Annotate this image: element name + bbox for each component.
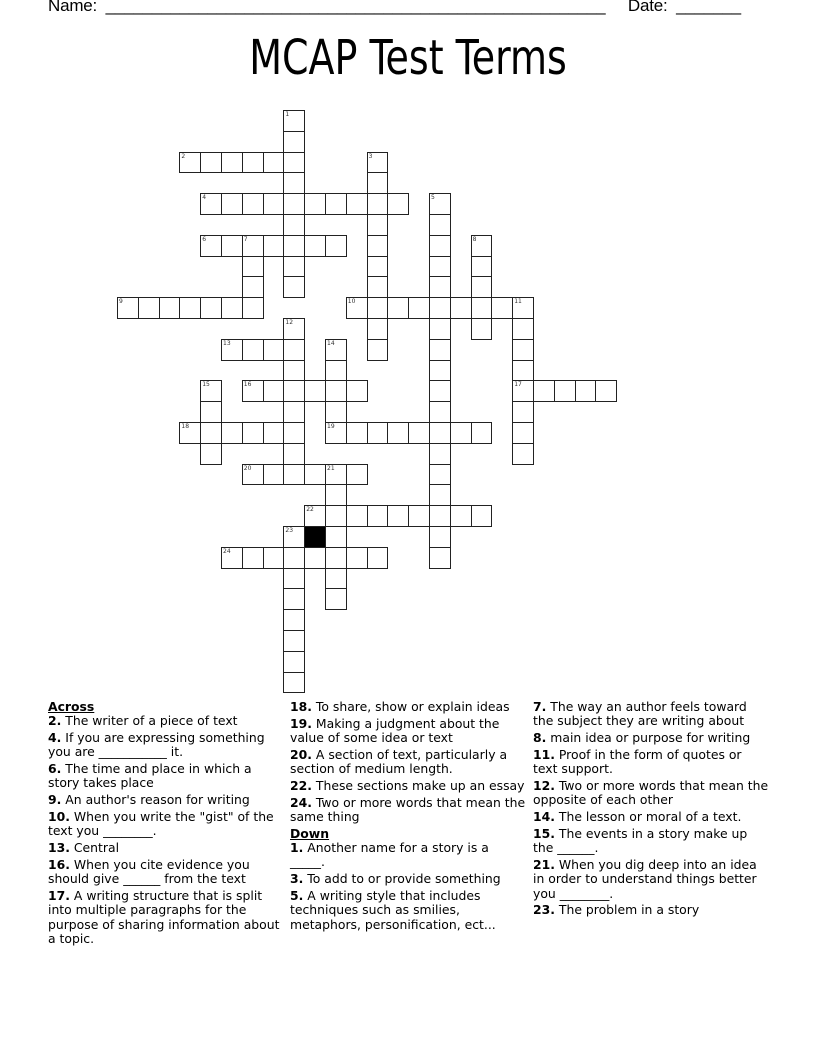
grid-cell[interactable] <box>471 422 493 444</box>
grid-cell[interactable] <box>200 152 222 174</box>
grid-cell[interactable] <box>387 505 409 527</box>
grid-cell[interactable] <box>429 214 451 236</box>
grid-cell[interactable] <box>179 297 201 319</box>
grid-cell[interactable] <box>471 235 493 257</box>
grid-cell[interactable] <box>367 422 389 444</box>
grid-cell[interactable] <box>283 630 305 652</box>
clue-across-22: 22. These sections make up an essay <box>290 777 525 793</box>
clue-down-3: 3. To add to or provide something <box>290 871 501 887</box>
grid-cell[interactable] <box>367 172 389 194</box>
grid-cell[interactable] <box>429 360 451 382</box>
grid-cell[interactable] <box>304 235 326 257</box>
clue-across-17: 17. A writing structure that is split into multiple paragraphs for the purpose of sharing information about a topic. <box>48 888 280 946</box>
clue-across-9: 9. An author's reason for writing <box>48 792 250 808</box>
grid-cell[interactable] <box>325 526 347 548</box>
clue-number: 2 <box>181 152 186 160</box>
grid-cell[interactable] <box>429 339 451 361</box>
grid-cell[interactable] <box>346 505 368 527</box>
grid-cell[interactable] <box>200 401 222 423</box>
clue-number: 12 <box>285 319 294 326</box>
grid-cell[interactable] <box>221 339 243 361</box>
grid-cell[interactable] <box>429 505 451 527</box>
grid-cell[interactable] <box>221 297 243 319</box>
grid-cell[interactable] <box>429 484 451 506</box>
grid-cell[interactable] <box>242 339 264 361</box>
grid-cell[interactable] <box>325 193 347 215</box>
grid-cell[interactable] <box>263 235 285 257</box>
grid-cell[interactable] <box>429 297 451 319</box>
grid-cell[interactable] <box>283 235 305 257</box>
clue-number: 17 <box>514 381 522 389</box>
clue-down-21: 21. When you dig deep into an idea in order to understand things better you ________. <box>533 856 757 901</box>
grid-cell[interactable] <box>346 380 368 402</box>
clue-number: 8 <box>472 235 477 243</box>
grid-cell[interactable] <box>283 110 305 132</box>
grid-cell[interactable] <box>179 422 201 444</box>
grid-cell[interactable] <box>512 380 534 402</box>
grid-cell[interactable] <box>429 256 451 278</box>
across-heading: Across <box>48 699 95 714</box>
down-heading: Down <box>290 825 330 841</box>
grid-cell[interactable] <box>283 526 305 548</box>
grid-cell[interactable] <box>471 276 493 298</box>
grid-cell[interactable] <box>200 443 222 465</box>
grid-cell[interactable] <box>200 380 222 402</box>
clue-number: 16 <box>243 381 252 389</box>
date-label: Date: <box>627 0 668 15</box>
grid-cell[interactable] <box>450 505 472 527</box>
grid-cell[interactable] <box>429 547 451 569</box>
grid-cell[interactable] <box>283 443 305 465</box>
grid-cell[interactable] <box>283 318 305 340</box>
grid-cell[interactable] <box>221 193 243 215</box>
grid-cell[interactable] <box>263 464 285 486</box>
grid-cell[interactable] <box>512 443 534 465</box>
clue-number: 7 <box>243 235 248 243</box>
grid-cell[interactable] <box>283 401 305 423</box>
grid-cell[interactable] <box>263 547 285 569</box>
grid-cell[interactable] <box>263 152 285 174</box>
grid-cell[interactable] <box>263 380 285 402</box>
grid-cell[interactable] <box>283 651 305 673</box>
grid-cell[interactable] <box>221 547 243 569</box>
grid-cell[interactable] <box>283 172 305 194</box>
grid-cell[interactable] <box>575 380 597 402</box>
clues-column-1 <box>48 700 284 949</box>
grid-cell[interactable] <box>283 609 305 631</box>
grid-cell[interactable] <box>304 505 326 527</box>
grid-cell[interactable] <box>408 422 430 444</box>
clue-down-7: 7. The way an author feels toward the subject they are writing about <box>533 699 747 729</box>
grid-cell[interactable] <box>159 297 181 319</box>
grid-cell[interactable] <box>367 547 389 569</box>
grid-cell[interactable] <box>367 235 389 257</box>
grid-cell[interactable] <box>512 297 534 319</box>
clue-number: 18 <box>181 423 190 430</box>
grid-cell[interactable] <box>242 256 264 278</box>
page-title: MCAP Test Terms <box>249 30 567 86</box>
grid-cell[interactable] <box>367 152 389 174</box>
grid-cell[interactable] <box>471 318 493 340</box>
clue-down-14: 14. The lesson or moral of a text. <box>533 809 742 825</box>
clues-column-2 <box>290 700 526 934</box>
grid-cell[interactable] <box>325 484 347 506</box>
grid-cell[interactable] <box>429 443 451 465</box>
grid-cell[interactable] <box>283 214 305 236</box>
black-cell <box>304 526 326 548</box>
clue-number: 20 <box>243 464 252 472</box>
grid-cell[interactable] <box>242 380 264 402</box>
grid-cell[interactable] <box>242 276 264 298</box>
grid-cell[interactable] <box>450 422 472 444</box>
grid-cell[interactable] <box>512 360 534 382</box>
grid-cell[interactable] <box>346 547 368 569</box>
grid-cell[interactable] <box>283 339 305 361</box>
grid-cell[interactable] <box>325 360 347 382</box>
grid-cell[interactable] <box>429 380 451 402</box>
grid-cell[interactable] <box>117 297 139 319</box>
grid-cell[interactable] <box>263 422 285 444</box>
clue-across-6: 6. The time and place in which a story takes place <box>48 761 252 791</box>
grid-cell[interactable] <box>554 380 576 402</box>
grid-cell[interactable] <box>346 422 368 444</box>
grid-cell[interactable] <box>325 464 347 486</box>
name-label: Name: <box>48 0 98 15</box>
grid-cell[interactable] <box>138 297 160 319</box>
grid-cell[interactable] <box>221 235 243 257</box>
grid-cell[interactable] <box>346 297 368 319</box>
grid-cell[interactable] <box>471 505 493 527</box>
grid-cell[interactable] <box>367 256 389 278</box>
grid-cell[interactable] <box>179 152 201 174</box>
grid-cell[interactable] <box>283 547 305 569</box>
grid-cell[interactable] <box>304 547 326 569</box>
grid-cell[interactable] <box>242 152 264 174</box>
clue-across-24: 24. Two or more words that mean the same thing <box>290 794 526 825</box>
grid-cell[interactable] <box>491 297 513 319</box>
clue-down-1: 1. Another name for a story is a _____. <box>290 840 489 870</box>
grid-cell[interactable] <box>283 256 305 278</box>
grid-cell[interactable] <box>221 422 243 444</box>
grid-cell[interactable] <box>325 380 347 402</box>
grid-cell[interactable] <box>367 505 389 527</box>
grid-cell[interactable] <box>533 380 555 402</box>
grid-cell[interactable] <box>429 422 451 444</box>
grid-cell[interactable] <box>595 380 617 402</box>
clue-number: 3 <box>368 152 373 160</box>
grid-cell[interactable] <box>429 276 451 298</box>
clue-across-4: 4. If you are expressing something you are ___________ it. <box>48 730 265 760</box>
clue-down-15: 15. The events in a story make up the ______. <box>533 825 748 856</box>
clue-number: 23 <box>285 527 294 534</box>
clue-down-11: 11. Proof in the form of quotes or text support. <box>533 746 742 777</box>
grid-cell[interactable] <box>387 422 409 444</box>
clue-across-18: 18. To share, show or explain ideas <box>290 699 510 714</box>
clue-across-19: 19. Making a judgment about the value of some idea or text <box>290 715 500 746</box>
clue-down-5: 5. A writing style that includes techniques such as smilies, metaphors, personification, ect... <box>290 888 496 932</box>
grid-cell[interactable] <box>283 380 305 402</box>
clues-column-3 <box>533 700 769 920</box>
grid-cell[interactable] <box>283 276 305 298</box>
grid-cell[interactable] <box>346 193 368 215</box>
clue-across-2: 2. The writer of a piece of text <box>48 713 238 729</box>
grid-cell[interactable] <box>367 318 389 340</box>
clue-number: 15 <box>202 381 210 389</box>
grid-cell[interactable] <box>367 276 389 298</box>
grid-cell[interactable] <box>283 568 305 590</box>
clue-across-16: 16. When you cite evidence you should give ______ from the text <box>48 856 250 887</box>
grid-cell[interactable] <box>263 193 285 215</box>
grid-cell[interactable] <box>367 339 389 361</box>
clue-number: 1 <box>285 111 290 118</box>
grid-cell[interactable] <box>242 464 264 486</box>
grid-cell[interactable] <box>221 152 243 174</box>
grid-cell[interactable] <box>200 297 222 319</box>
grid-cell[interactable] <box>200 193 222 215</box>
grid-cell[interactable] <box>304 380 326 402</box>
grid-cell[interactable] <box>304 193 326 215</box>
grid-cell[interactable] <box>512 318 534 340</box>
grid-cell[interactable] <box>325 422 347 444</box>
grid-cell[interactable] <box>283 588 305 610</box>
grid-cell[interactable] <box>263 339 285 361</box>
date-line[interactable]: _______ <box>676 0 741 15</box>
clue-down-8: 8. main idea or purpose for writing <box>533 730 751 746</box>
clue-number: 10 <box>347 298 356 306</box>
clue-number: 11 <box>514 298 522 306</box>
grid-cell[interactable] <box>450 297 472 319</box>
grid-cell[interactable] <box>471 297 493 319</box>
grid-cell[interactable] <box>283 422 305 444</box>
grid-cell[interactable] <box>283 672 305 694</box>
grid-cell[interactable] <box>429 318 451 340</box>
grid-cell[interactable] <box>429 401 451 423</box>
grid-cell[interactable] <box>325 339 347 361</box>
grid-cell[interactable] <box>512 422 534 444</box>
clue-across-13: 13. Central <box>48 840 120 856</box>
clue-down-12: 12. Two or more words that mean the opposite of each other <box>533 777 769 808</box>
grid-cell[interactable] <box>242 297 264 319</box>
grid-cell[interactable] <box>512 339 534 361</box>
grid-cell[interactable] <box>367 297 389 319</box>
grid-cell[interactable] <box>283 464 305 486</box>
clue-across-10: 10. When you write the "gist" of the text you ________. <box>48 809 274 839</box>
clue-number: 14 <box>327 339 335 347</box>
clue-number: 24 <box>223 547 231 555</box>
grid-cell[interactable] <box>304 464 326 486</box>
clue-down-23: 23. The problem in a story <box>533 902 700 918</box>
clue-number: 21 <box>327 464 335 472</box>
grid-cell[interactable] <box>471 256 493 278</box>
grid-cell[interactable] <box>242 547 264 569</box>
grid-cell[interactable] <box>325 588 347 610</box>
grid-cell[interactable] <box>200 422 222 444</box>
grid-cell[interactable] <box>387 297 409 319</box>
grid-cell[interactable] <box>325 547 347 569</box>
grid-cell[interactable] <box>325 401 347 423</box>
clue-across-20: 20. A section of text, particularly a section of medium length. <box>290 746 508 777</box>
grid-cell[interactable] <box>283 193 305 215</box>
grid-cell[interactable] <box>283 152 305 174</box>
clue-number: 19 <box>327 423 335 430</box>
grid-cell[interactable] <box>325 568 347 590</box>
grid-cell[interactable] <box>325 235 347 257</box>
grid-cell[interactable] <box>242 422 264 444</box>
clue-number: 22 <box>306 506 314 514</box>
grid-cell[interactable] <box>346 464 368 486</box>
grid-cell[interactable] <box>367 193 389 215</box>
grid-cell[interactable] <box>242 235 264 257</box>
grid-cell[interactable] <box>408 297 430 319</box>
grid-cell[interactable] <box>429 193 451 215</box>
clue-number: 4 <box>202 194 207 202</box>
name-line[interactable]: ______________________________________________________ <box>105 0 606 15</box>
grid-cell[interactable] <box>283 360 305 382</box>
clue-number: 5 <box>431 194 435 202</box>
clue-number: 6 <box>202 235 207 243</box>
grid-cell[interactable] <box>387 193 409 215</box>
grid-cell[interactable] <box>408 505 430 527</box>
grid-cell[interactable] <box>325 505 347 527</box>
grid-cell[interactable] <box>200 235 222 257</box>
grid-cell[interactable] <box>429 526 451 548</box>
grid-cell[interactable] <box>512 401 534 423</box>
clue-number: 9 <box>119 298 123 306</box>
grid-cell[interactable] <box>429 464 451 486</box>
clue-number: 13 <box>223 339 231 347</box>
grid-cell[interactable] <box>367 214 389 236</box>
grid-cell[interactable] <box>429 235 451 257</box>
grid-cell[interactable] <box>283 131 305 153</box>
grid-cell[interactable] <box>242 193 264 215</box>
